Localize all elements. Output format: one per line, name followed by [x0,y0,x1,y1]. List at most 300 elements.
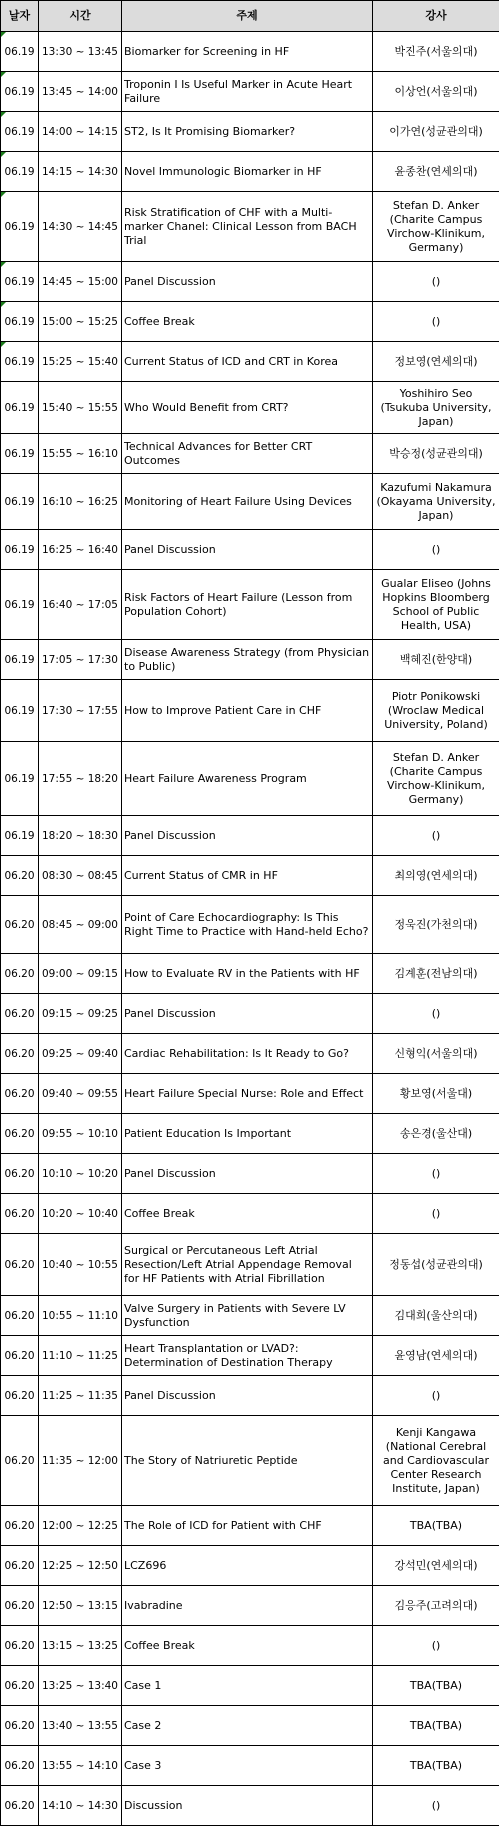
topic-cell-text: Surgical or Percutaneous Left Atrial Resection/Left Atrial Appendage Removal for HF Patients with Atrial Fibrillation [124,1243,352,1285]
speaker-cell [373,302,499,342]
time-cell-text: 17:55 ~ 18:20 [42,772,118,785]
table-row [1,816,499,856]
topic-cell-text: Heart Failure Awareness Program [124,771,307,785]
speaker-cell-text: TBA(TBA) [409,1718,463,1732]
table-row [1,896,499,954]
time-cell [39,152,122,192]
topic-cell-text: How to Evaluate RV in the Patients with HF [124,966,360,980]
date-cell-text: 06.20 [4,1759,35,1772]
date-cell [1,32,39,72]
speaker-cell-text: 신형익(서울의대) [394,1046,478,1060]
topic-cell [122,302,373,342]
cell-note-marker-icon [1,32,6,37]
time-cell-text: 09:55 ~ 10:10 [42,1127,118,1140]
table-row [1,474,499,530]
topic-cell-text: Discussion [124,1798,183,1812]
time-cell [39,112,122,152]
time-cell-text: 09:40 ~ 09:55 [42,1087,118,1100]
date-cell [1,816,39,856]
cell-note-marker-icon [1,192,6,197]
speaker-cell-text: TBA(TBA) [409,1518,463,1532]
topic-cell-text: Risk Factors of Heart Failure (Lesson from Population Cohort) [124,590,353,618]
topic-cell [122,32,373,72]
table-row [1,1626,499,1666]
topic-cell-text: Panel Discussion [124,1006,216,1020]
cell-note-marker-icon [1,152,6,157]
date-cell-text: 06.20 [4,1719,35,1732]
time-cell-text: 14:30 ~ 14:45 [42,220,118,233]
speaker-cell [373,530,499,570]
time-cell-text: 10:20 ~ 10:40 [42,1207,118,1220]
table-row [1,1586,499,1626]
topic-cell [122,994,373,1034]
topic-cell-text: Panel Discussion [124,1388,216,1402]
date-cell [1,262,39,302]
date-cell-text: 06.19 [4,315,35,328]
time-cell [39,1074,122,1114]
date-cell-text: 06.19 [4,401,35,414]
speaker-cell [373,434,499,474]
date-cell-text: 06.20 [4,1167,35,1180]
time-cell [39,382,122,434]
topic-cell-text: Coffee Break [124,314,195,328]
topic-cell [122,1376,373,1416]
date-cell [1,1194,39,1234]
topic-cell-text: How to Improve Patient Care in CHF [124,703,322,717]
speaker-cell-text: Kazufumi Nakamura (Okayama University, Japan) [376,480,496,522]
speaker-cell-text: 김응주(고려의대) [394,1598,478,1612]
speaker-cell-text: 박승정(성균관의대) [389,446,483,460]
table-row [1,1074,499,1114]
table-row [1,302,499,342]
topic-cell-text: Biomarker for Screening in HF [124,44,290,58]
speaker-cell [373,1626,499,1666]
topic-cell-text: Heart Transplantation or LVAD?: Determination of Destination Therapy [124,1341,333,1369]
topic-cell-text: Valve Surgery in Patients with Severe LV Dysfunction [124,1301,346,1329]
speaker-cell [373,342,499,382]
speaker-cell [373,680,499,742]
time-cell [39,1546,122,1586]
speaker-cell-text: () [431,1166,441,1180]
speaker-cell [373,1114,499,1154]
cell-note-marker-icon [1,72,6,77]
time-cell [39,192,122,262]
time-cell [39,1666,122,1706]
time-cell-text: 12:50 ~ 13:15 [42,1599,118,1612]
table-row [1,72,499,112]
date-cell [1,1626,39,1666]
topic-cell [122,1074,373,1114]
time-cell-text: 17:05 ~ 17:30 [42,653,118,666]
topic-cell [122,1154,373,1194]
date-cell-text: 06.19 [4,165,35,178]
topic-cell [122,382,373,434]
cell-note-marker-icon [1,262,6,267]
table-row [1,1376,499,1416]
topic-cell-text: Panel Discussion [124,542,216,556]
time-cell-text: 16:10 ~ 16:25 [42,495,118,508]
header-date: 날자 [1,1,39,32]
topic-cell [122,1706,373,1746]
date-cell-text: 06.20 [4,1639,35,1652]
date-cell [1,1074,39,1114]
date-cell-text: 06.20 [4,1207,35,1220]
time-cell [39,1194,122,1234]
topic-cell [122,192,373,262]
date-cell-text: 06.20 [4,869,35,882]
topic-cell [122,954,373,994]
topic-cell-text: Panel Discussion [124,1166,216,1180]
date-cell-text: 06.19 [4,598,35,611]
topic-cell [122,1586,373,1626]
speaker-cell [373,954,499,994]
time-cell [39,1746,122,1786]
table-row [1,192,499,262]
date-cell-text: 06.20 [4,1127,35,1140]
topic-cell [122,896,373,954]
topic-cell-text: Ivabradine [124,1598,183,1612]
date-cell [1,1506,39,1546]
cell-note-marker-icon [1,342,6,347]
topic-cell [122,1416,373,1506]
date-cell-text: 06.20 [4,918,35,931]
time-cell [39,1786,122,1826]
time-cell-text: 14:10 ~ 14:30 [42,1799,118,1812]
table-row [1,112,499,152]
date-cell-text: 06.20 [4,1007,35,1020]
time-cell [39,1234,122,1296]
topic-cell [122,342,373,382]
speaker-cell [373,1546,499,1586]
date-cell [1,856,39,896]
topic-cell [122,262,373,302]
date-cell [1,1114,39,1154]
speaker-cell-text: TBA(TBA) [409,1678,463,1692]
speaker-cell-text: 정동섭(성균관의대) [389,1257,483,1271]
topic-cell [122,1626,373,1666]
speaker-cell-text: () [431,1638,441,1652]
time-cell-text: 12:00 ~ 12:25 [42,1519,118,1532]
date-cell-text: 06.20 [4,967,35,980]
time-cell [39,1706,122,1746]
speaker-cell [373,1234,499,1296]
speaker-cell-text: 송은경(울산대) [399,1126,473,1140]
speaker-cell-text: 이상언(서울의대) [394,84,478,98]
time-cell-text: 14:15 ~ 14:30 [42,165,118,178]
topic-cell-text: Coffee Break [124,1206,195,1220]
speaker-cell-text: 정욱진(가천의대) [394,917,478,931]
topic-cell-text: Technical Advances for Better CRT Outcomes [124,439,313,467]
header-topic: 주제 [122,1,373,32]
speaker-cell [373,32,499,72]
date-cell [1,994,39,1034]
time-cell [39,742,122,816]
speaker-cell-text: 정보영(연세의대) [394,354,478,368]
topic-cell [122,474,373,530]
time-cell [39,1336,122,1376]
table-row [1,1746,499,1786]
topic-cell-text: Troponin I Is Useful Marker in Acute Heart Failure [124,77,353,105]
speaker-cell-text: () [431,1388,441,1402]
table-row [1,382,499,434]
time-cell [39,434,122,474]
table-row [1,1786,499,1826]
speaker-cell-text: () [431,1006,441,1020]
date-cell [1,434,39,474]
date-cell-text: 06.19 [4,495,35,508]
date-cell [1,1546,39,1586]
table-row [1,1506,499,1546]
topic-cell [122,1194,373,1234]
time-cell-text: 09:15 ~ 09:25 [42,1007,118,1020]
topic-cell [122,1746,373,1786]
time-cell [39,72,122,112]
speaker-cell [373,1376,499,1416]
date-cell [1,382,39,434]
speaker-cell [373,1296,499,1336]
table-row [1,856,499,896]
speaker-cell [373,112,499,152]
time-cell [39,1626,122,1666]
topic-cell [122,1034,373,1074]
speaker-cell-text: () [431,314,441,328]
topic-cell [122,856,373,896]
topic-cell-text: Who Would Benefit from CRT? [124,400,289,414]
speaker-cell [373,1586,499,1626]
time-cell-text: 09:00 ~ 09:15 [42,967,118,980]
speaker-cell-text: Piotr Ponikowski (Wroclaw Medical University, Poland) [384,689,488,731]
time-cell-text: 14:00 ~ 14:15 [42,125,118,138]
time-cell [39,954,122,994]
speaker-cell [373,72,499,112]
speaker-cell-text: 윤종찬(연세의대) [394,164,478,178]
topic-cell [122,742,373,816]
time-cell-text: 11:35 ~ 12:00 [42,1454,118,1467]
speaker-cell [373,152,499,192]
time-cell [39,816,122,856]
time-cell-text: 09:25 ~ 09:40 [42,1047,118,1060]
date-cell [1,954,39,994]
speaker-cell [373,1666,499,1706]
speaker-cell [373,742,499,816]
time-cell-text: 13:40 ~ 13:55 [42,1719,118,1732]
topic-cell-text: Novel Immunologic Biomarker in HF [124,164,322,178]
date-cell-text: 06.20 [4,1349,35,1362]
time-cell-text: 12:25 ~ 12:50 [42,1559,118,1572]
date-cell [1,530,39,570]
time-cell [39,1034,122,1074]
topic-cell [122,1234,373,1296]
date-cell [1,640,39,680]
time-cell-text: 18:20 ~ 18:30 [42,829,118,842]
table-row [1,994,499,1034]
topic-cell [122,1296,373,1336]
time-cell [39,1154,122,1194]
date-cell-text: 06.19 [4,45,35,58]
topic-cell [122,1666,373,1706]
date-cell-text: 06.20 [4,1679,35,1692]
table-row [1,640,499,680]
date-cell [1,570,39,640]
table-row [1,1546,499,1586]
speaker-cell-text: 강석민(연세의대) [394,1558,478,1572]
topic-cell-text: Current Status of ICD and CRT in Korea [124,354,338,368]
time-cell-text: 10:10 ~ 10:20 [42,1167,118,1180]
date-cell [1,1746,39,1786]
time-cell-text: 15:40 ~ 15:55 [42,401,118,414]
time-cell-text: 13:55 ~ 14:10 [42,1759,118,1772]
table-row [1,262,499,302]
header-row [1,1,499,32]
table-row [1,1416,499,1506]
date-cell-text: 06.19 [4,704,35,717]
date-cell-text: 06.20 [4,1599,35,1612]
date-cell [1,112,39,152]
date-cell [1,192,39,262]
topic-cell [122,1786,373,1826]
date-cell-text: 06.19 [4,275,35,288]
topic-cell-text: Case 3 [124,1758,162,1772]
table-row [1,954,499,994]
date-cell-text: 06.20 [4,1799,35,1812]
topic-cell-text: ST2, Is It Promising Biomarker? [124,124,296,138]
date-cell-text: 06.19 [4,447,35,460]
date-cell-text: 06.20 [4,1087,35,1100]
schedule-body [1,32,499,1826]
topic-cell [122,434,373,474]
table-row [1,1336,499,1376]
date-cell [1,1786,39,1826]
speaker-cell [373,474,499,530]
time-cell-text: 13:30 ~ 13:45 [42,45,118,58]
date-cell-text: 06.19 [4,829,35,842]
date-cell [1,1034,39,1074]
speaker-cell [373,1746,499,1786]
topic-cell [122,1114,373,1154]
topic-cell-text: Point of Care Echocardiography: Is This Right Time to Practice with Hand-held Echo? [124,910,369,938]
topic-cell [122,1506,373,1546]
speaker-cell [373,816,499,856]
speaker-cell [373,896,499,954]
table-row [1,1234,499,1296]
time-cell-text: 13:45 ~ 14:00 [42,85,118,98]
topic-cell-text: Patient Education Is Important [124,1126,292,1140]
speaker-cell-text: Stefan D. Anker (Charite Campus Virchow-Klinikum, Germany) [387,198,485,254]
speaker-cell-text: TBA(TBA) [409,1758,463,1772]
time-cell-text: 13:25 ~ 13:40 [42,1679,118,1692]
speaker-cell [373,192,499,262]
table-row [1,152,499,192]
topic-cell [122,816,373,856]
date-cell [1,342,39,382]
table-row [1,32,499,72]
speaker-cell [373,1034,499,1074]
date-cell [1,1416,39,1506]
time-cell [39,994,122,1034]
speaker-cell-text: () [431,542,441,556]
topic-cell-text: Panel Discussion [124,828,216,842]
topic-cell-text: Heart Failure Special Nurse: Role and Effect [124,1086,364,1100]
speaker-cell-text: Yoshihiro Seo (Tsukuba University, Japan) [380,386,492,428]
table-row [1,570,499,640]
speaker-cell-text: () [431,1798,441,1812]
time-cell [39,856,122,896]
date-cell [1,1234,39,1296]
time-cell [39,302,122,342]
time-cell [39,474,122,530]
speaker-cell [373,1416,499,1506]
date-cell [1,1336,39,1376]
speaker-cell-text: 김계훈(전남의대) [394,966,478,980]
table-row [1,434,499,474]
date-cell-text: 06.19 [4,85,35,98]
topic-cell [122,640,373,680]
speaker-cell [373,1154,499,1194]
speaker-cell-text: () [431,1206,441,1220]
table-row [1,742,499,816]
date-cell-text: 06.20 [4,1047,35,1060]
speaker-cell [373,1706,499,1746]
speaker-cell-text: 윤영남(연세의대) [394,1348,478,1362]
speaker-cell-text: Stefan D. Anker (Charite Campus Virchow-Klinikum, Germany) [387,750,485,806]
date-cell-text: 06.20 [4,1389,35,1402]
topic-cell-text: Cardiac Rehabilitation: Is It Ready to Go? [124,1046,349,1060]
topic-cell-text: Case 2 [124,1718,162,1732]
time-cell [39,570,122,640]
time-cell-text: 10:55 ~ 11:10 [42,1309,118,1322]
time-cell [39,680,122,742]
topic-cell [122,1546,373,1586]
time-cell [39,530,122,570]
speaker-cell-text: Kenji Kangawa (National Cerebral and Cardiovascular Center Research Institute, Japan) [382,1425,490,1495]
table-row [1,530,499,570]
table-row [1,1666,499,1706]
topic-cell-text: Current Status of CMR in HF [124,868,278,882]
time-cell-text: 11:25 ~ 11:35 [42,1389,118,1402]
speaker-cell [373,1786,499,1826]
topic-cell [122,680,373,742]
speaker-cell-text: 이가연(성균관의대) [389,124,483,138]
date-cell-text: 06.19 [4,355,35,368]
date-cell [1,1586,39,1626]
speaker-cell [373,856,499,896]
topic-cell-text: The Story of Natriuretic Peptide [124,1453,298,1467]
time-cell [39,1586,122,1626]
speaker-cell-text: 박진주(서울의대) [394,44,478,58]
date-cell-text: 06.20 [4,1519,35,1532]
speaker-cell [373,262,499,302]
date-cell [1,72,39,112]
speaker-cell-text: () [431,828,441,842]
speaker-cell [373,1506,499,1546]
topic-cell [122,112,373,152]
date-cell-text: 06.19 [4,772,35,785]
date-cell-text: 06.20 [4,1309,35,1322]
date-cell-text: 06.20 [4,1258,35,1271]
time-cell [39,342,122,382]
date-cell [1,1296,39,1336]
topic-cell [122,530,373,570]
speaker-cell-text: 김대희(울산의대) [394,1308,478,1322]
speaker-cell-text: 황보영(서울대) [399,1086,473,1100]
speaker-cell [373,994,499,1034]
table-row [1,1034,499,1074]
time-cell-text: 13:15 ~ 13:25 [42,1639,118,1652]
date-cell-text: 06.20 [4,1559,35,1572]
speaker-cell-text: 최의영(연세의대) [394,868,478,882]
date-cell-text: 06.19 [4,543,35,556]
table-row [1,1296,499,1336]
